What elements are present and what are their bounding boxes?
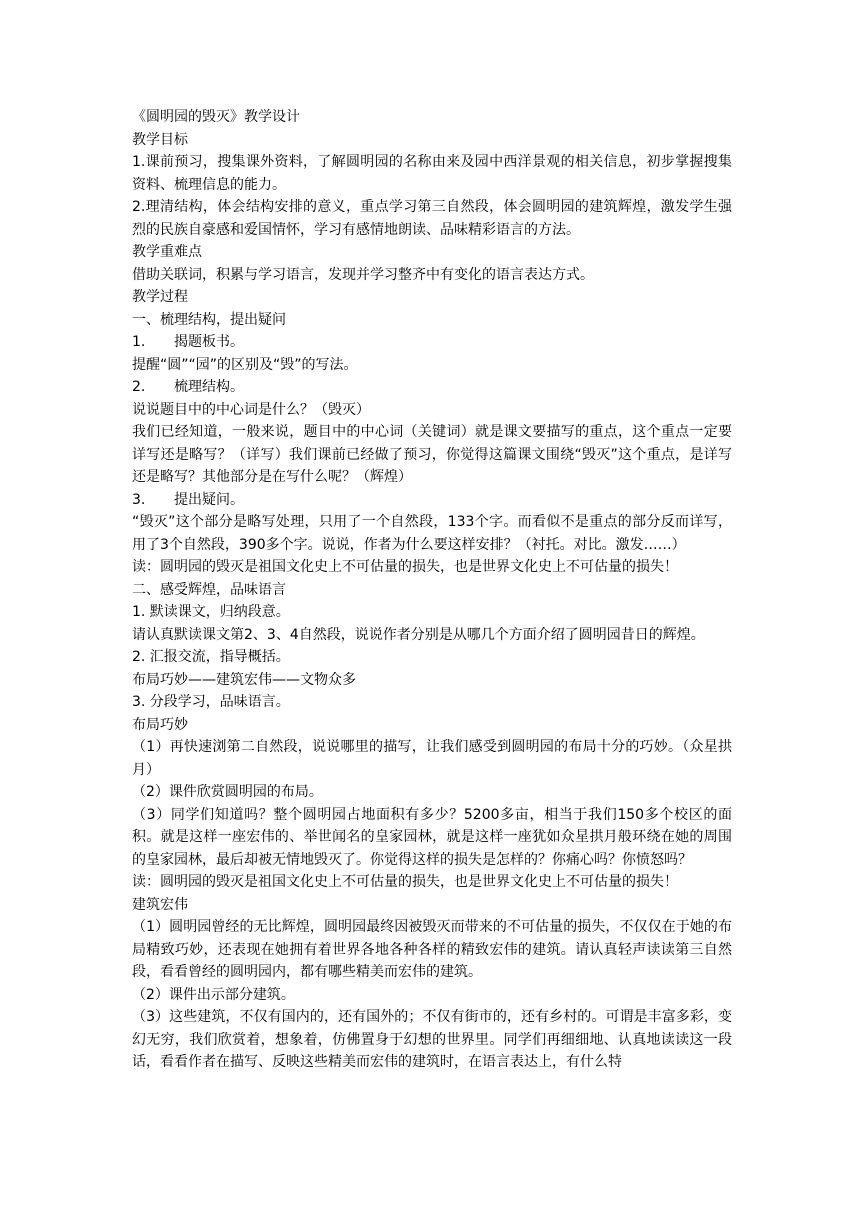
numbered-step: 1. 默读课文，归纳段意。 bbox=[132, 604, 290, 620]
reading-line: 读：圆明园的毁灭是祖国文化史上不可估量的损失，也是世界文化史上不可估量的损失！ bbox=[132, 874, 678, 890]
goal-item: 1.课前预习，搜集课外资料，了解圆明园的名称由来及园中西洋景观的相关信息，初步掌握搜集资料、梳理信息的能力。 bbox=[132, 154, 732, 193]
heading-teaching-process: 教学过程 bbox=[132, 289, 188, 305]
sub-item: （3）这些建筑，不仅有国内的，还有国外的；不仅有街市的，还有乡村的。可谓是丰富多彩，变幻无穷，我们欣赏着，想象着，仿佛置身于幻想的世界里。同学们再细细地、认真地读读这一段话，看看作者在描写、反映这些精美而宏伟的建筑时，在语言表达上，有什么特 bbox=[132, 1009, 732, 1070]
heading-teaching-goals: 教学目标 bbox=[132, 131, 188, 148]
step-paragraph: 请认真默读课文第2、3、4自然段，说说作者分别是从哪几个方面介绍了圆明园昔日的辉煌。 bbox=[132, 626, 705, 643]
sub-item: （3）同学们知道吗？整个圆明园占地面积有多少？5200多亩，相当于我们150多个校区的面积。就是这样一座宏伟的、举世闻名的皇家园林，就是这样一座犹如众星拱月般环绕在她的周围的皇家园林，最后却被无情地毁灭了。你觉得这样的损失是怎样的？你痛心吗？你愤怒吗？ bbox=[132, 806, 732, 868]
key-points-text: 借助关联词，积累与学习语言，发现并学习整齐中有变化的语言表达方式。 bbox=[132, 266, 594, 283]
document-title: 《圆明园的毁灭》教学设计 bbox=[132, 109, 300, 125]
summary-line: 布局巧妙——建筑宏伟——文物众多 bbox=[132, 671, 356, 688]
step-number: 1. bbox=[132, 334, 146, 350]
numbered-step: 2. 汇报交流，指导概括。 bbox=[132, 649, 290, 665]
step-question: 说说题目中的中心词是什么？（毁灭） bbox=[132, 401, 370, 418]
sub-item: （2）课件欣赏圆明园的布局。 bbox=[132, 784, 323, 800]
step-number: 2. bbox=[132, 379, 146, 395]
step-text: 提出疑问。 bbox=[174, 491, 244, 508]
step-paragraph: 我们已经知道，一般来说，题目中的中心词（关键词）就是课文要描写的重点，这个重点一定要详写还是略写？（详写）我们课前已经做了预习，你觉得这篇课文围绕“毁灭”这个重点，是详写还是略写？其他部分是在写什么呢？（辉煌） bbox=[132, 424, 732, 485]
subheading-building: 建筑宏伟 bbox=[132, 896, 188, 913]
sub-item: （2）课件出示部分建筑。 bbox=[132, 986, 295, 1003]
numbered-step bbox=[132, 376, 732, 399]
sub-item: （1）圆明园曾经的无比辉煌，圆明园最终因被毁灭而带来的不可估量的损失，不仅仅在于她的布局精致巧妙，还表现在她拥有着世界各地各种各样的精致宏伟的建筑。请认真轻声读读第三自然段，看看曾经的圆明园内，都有哪些精美而宏伟的建筑。 bbox=[132, 919, 732, 980]
section-heading: 一、梳理结构，提出疑问 bbox=[132, 311, 286, 328]
step-number: 3. bbox=[132, 491, 146, 508]
numbered-step bbox=[132, 489, 732, 512]
subheading-layout: 布局巧妙 bbox=[132, 716, 188, 733]
goal-item: 2.理清结构，体会结构安排的意义，重点学习第三自然段，体会圆明园的建筑辉煌，激发学生强烈的民族自豪感和爱国情怀，学习有感情地朗读、品味精彩语言的方法。 bbox=[132, 199, 732, 238]
numbered-step: 3. 分段学习，品味语言。 bbox=[132, 694, 290, 710]
reading-line: 读：圆明园的毁灭是祖国文化史上不可估量的损失，也是世界文化史上不可估量的损失！ bbox=[132, 559, 678, 575]
step-paragraph: “毁灭”这个部分是略写处理，只用了一个自然段，133个字。而看似不是重点的部分反而详写，用了3个自然段，390多个字。说说，作者为什么要这样安排？（衬托。对比。激发……） bbox=[132, 514, 732, 553]
step-text: 揭题板书。 bbox=[174, 334, 244, 350]
section-heading: 二、感受辉煌，品味语言 bbox=[132, 581, 286, 598]
heading-key-points: 教学重难点 bbox=[132, 244, 202, 260]
numbered-step bbox=[132, 331, 732, 354]
sub-item: （1）再快速浏第二自然段，说说哪里的描写，让我们感受到圆明园的布局十分的巧妙。（众星拱月） bbox=[132, 739, 732, 778]
document-page bbox=[132, 106, 732, 1074]
step-text: 梳理结构。 bbox=[174, 379, 244, 395]
step-note: 提醒“圆”“园”的区别及“毁”的写法。 bbox=[132, 356, 358, 373]
